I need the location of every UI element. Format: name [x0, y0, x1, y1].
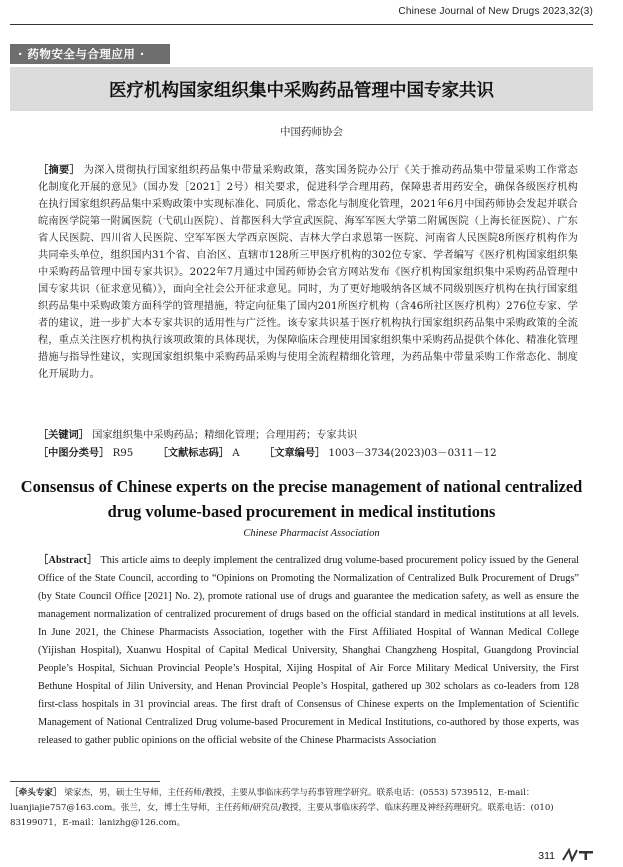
footnote-rule	[10, 781, 160, 782]
abstract-en-label: ［Abstract］	[38, 555, 98, 566]
title-en: Consensus of Chinese experts on the precise management of national centralized drug volume-based procurement in medical institutions	[20, 477, 583, 521]
journal-header: Chinese Journal of New Drugs 2023,32(3)	[398, 6, 593, 17]
classification-row	[38, 445, 578, 462]
abstract-cn-text: 为深入贯彻执行国家组织药品集中带量采购政策，落实国务院办公厅《关于推动药品集中带量采购工作常态化制度化开展的意见》（国办发［2021］2号）相关要求，促进科学合理用药，保障患者用药安全，确保各级医疗机构在执行国家组织药品集中采购政策中实现标准化、同质化、常态化与制度化管理，2021年6月中国药师协会发起并联合皖南医学院第一附属医院（弋矶山医院）、首都医科大学宣武医院、海军军医大学第二附属医院（上海长征医院）、广东省人民医院、四川省人民医院、空军军医大学西京医院、吉林大学白求恩第一医院、河南省人民医院8所医疗机构作为共同牵头单位，组织国内31个省、自治区、直辖市128所三甲医疗机构的302位专家、学者编写《医疗机构国家组织集中采购药品管理中国专家共识》。2022年7月通过中国药师协会官方网站发布《医疗机构国家组织集中采购药品管理中国专家共识（征求意见稿）》，面向全社会公开征求意见。同时，为了更好地吸纳各区域不同级别医疗机构在执行国家组织药品集中采购政策方面科学的管理措施，特定向征集了国内201所医疗机构（含46所社区医疗机构）276位专家、学者的建议，进一步扩大本专家共识的适用性与广泛性。该专家共识基于医疗机构执行国家组织药品集中采购政策的全流程，重点关注医疗机构执行该项政策的具体现状，为保障临床合理使用国家组织集中采购药品提供个体化、精准化管理措施与指导性建议，实现国家组织集中采购药品采购与使用全流程精细化管理，为药品集中带量采购工作常态化、制度化开展助力。	[38, 165, 578, 380]
abstract-cn-label: ［摘要］	[38, 164, 81, 176]
page-number: 311	[538, 850, 555, 862]
abstract-en-text: This article aims to deeply implement the centralized drug volume-based procurement policy issued by the General Office of the State Council, according to “Opinions on Promoting the Normalization of Centralized Bulk Procurement of Drugs” (by State Council Office [2021] No. 2), promote rational use of drugs and guarantee the medication safety, as well as ensure the management normalization of centralized procurement of drugs based on the official standard in medical institutions at all levels. In June 2021, the Chinese Pharmacists Association, together with the First Affiliated Hospital of Wannan Medical College (Yijishan Hospital), Xuanwu Hospital of Capital Medical University, Shanghai Changzheng Hospital, Guangdong Provincial People’s Hospital, Sichuan Provincial People’s Hospital, Xijing Hospital of Air Force Military Medical University, the First Bethune Hospital of Jilin University, and Henan Provincial People’s Hospital, gathered up 302 scholars as co-leaders from 128 first-class hospitals in 31 provincial areas. The first draft of Consensus of Chinese experts on the Implementation of Scientific Management of National Centralized Drug volume-based Procurement in Medical Institutions, co-authored by those experts, was released to gather public opinions on the official website of the Chinese Pharmacists Association	[38, 555, 579, 746]
article-number-label: ［文章编号］	[264, 447, 326, 459]
clc-value: R95	[112, 448, 134, 459]
title-cn: 医疗机构国家组织集中采购药品管理中国专家共识	[109, 80, 494, 101]
abstract-en	[38, 552, 579, 750]
abstract-cn	[38, 162, 578, 383]
keywords-cn-text: 国家组织集中采购药品；精细化管理；合理用药；专家共识	[92, 430, 358, 441]
footnote	[10, 786, 593, 831]
keywords-cn-label: ［关键词］	[38, 429, 89, 441]
footnote-label: ［牵头专家］	[10, 788, 62, 798]
title-band	[10, 67, 593, 111]
doc-code-value: A	[232, 448, 240, 459]
author-en: Chinese Pharmacist Association	[243, 528, 380, 539]
article-number-value: 1003－3734(2023)03－0311－12	[328, 448, 497, 459]
keywords-cn	[38, 427, 578, 444]
doc-code-label: ［文献标志码］	[157, 447, 230, 459]
header-rule	[10, 24, 593, 25]
clc-label: ［中图分类号］	[38, 447, 110, 459]
section-label: · 药物安全与合理应用 ·	[10, 44, 170, 64]
journal-logo-icon	[561, 848, 595, 862]
footnote-text: 梁家杰，男，硕士生导师，主任药师/教授，主要从事临床药学与药事管理学研究。联系电话：(0553) 5739512，E-mail：luanjiajie757@163.com。张兰，女，博士生导师，主任药师/研究员/教授，主要从事临床药学、临床药理及神经药理研究。联系电话：(010) 83199071，E-mail：lanizhg@126.com。	[10, 788, 554, 828]
author-cn: 中国药师协会	[280, 126, 343, 138]
